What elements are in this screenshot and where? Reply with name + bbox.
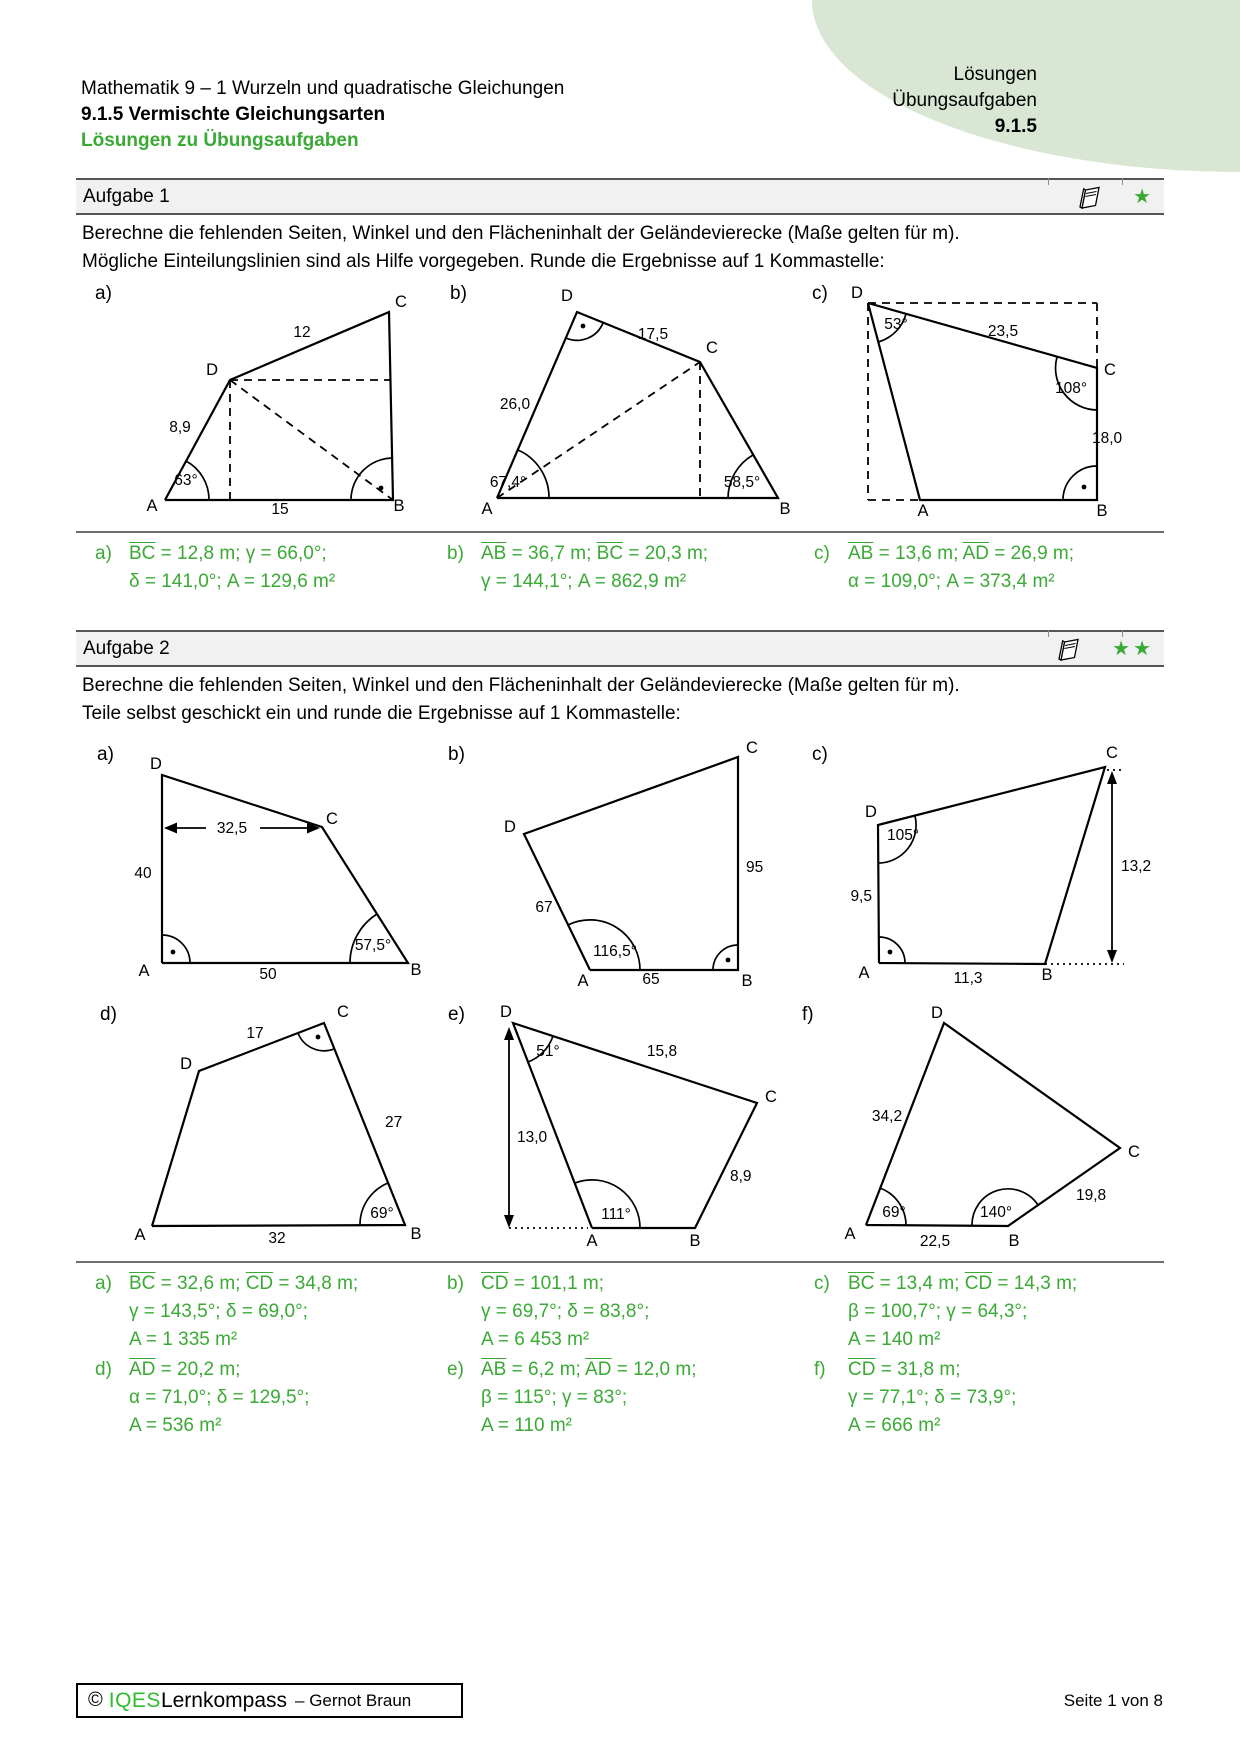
angle-label: 67,4° — [489, 474, 527, 491]
side-label: 32 — [268, 1230, 286, 1247]
solution-1a — [95, 540, 425, 596]
solution-label: f) — [814, 1359, 826, 1380]
vertex-label: D — [500, 1005, 512, 1021]
solution-line: α = 71,0°; δ = 129,5°; — [129, 1387, 310, 1408]
part-label-1b: b) — [450, 283, 467, 304]
solution-label: d) — [95, 1359, 112, 1380]
task1-intro-line2: Mögliche Einteilungslinien sind als Hilfe vorgegeben. Runde die Ergebnisse auf 1 Kommastelle: — [82, 250, 885, 272]
solution-line: A = 1 335 m² — [129, 1329, 238, 1350]
angle-label: 69° — [370, 1205, 394, 1222]
lernkompass-logo: Lernkompass — [160, 1688, 287, 1712]
helper-lines — [230, 380, 393, 500]
solution-2e — [447, 1356, 787, 1440]
vertex-label: B — [741, 972, 753, 990]
solution-line: $\overline{AB} = 13,6$ m; $\overline{AD} = 26,9$ m; — [848, 543, 1075, 564]
vertex-label: A — [134, 1226, 146, 1244]
vertex-label: A — [917, 502, 929, 520]
height-label: 13,2 — [1121, 858, 1152, 875]
solution-line: β = 115°; γ = 83°; — [481, 1387, 628, 1408]
height-label: 13,0 — [517, 1129, 548, 1146]
solution-2b — [447, 1270, 787, 1354]
side-label: 8,9 — [730, 1168, 752, 1185]
subtitle-solutions: Lösungen zu Übungsaufgaben — [81, 130, 359, 151]
side-label: 15,8 — [646, 1043, 678, 1060]
header-right-line1: Lösungen — [953, 64, 1037, 85]
solution-line: $\overline{BC} = 12,8$ m; γ = 66,0°; — [129, 543, 327, 564]
side-label: 95 — [746, 859, 764, 876]
vertex-label: D — [931, 1005, 943, 1022]
vertex-label: B — [1041, 966, 1053, 984]
vertex-label: D — [206, 361, 218, 379]
vertex-label: C — [765, 1088, 777, 1106]
header-right-chapter-number: 9.1.5 — [994, 116, 1037, 137]
chapter-title: 9.1.5 Vermischte Gleichungsarten — [81, 104, 386, 125]
vertex-label: C — [337, 1005, 349, 1021]
solution-label: a) — [95, 1273, 112, 1294]
iqes-logo: IQES — [108, 1688, 161, 1712]
vertex-label: A — [481, 500, 493, 518]
difficulty-stars: ★★ — [1112, 638, 1154, 660]
side-label: 17 — [246, 1025, 264, 1042]
solution-line: β = 100,7°; γ = 64,3°; — [848, 1301, 1028, 1322]
solution-line: γ = 144,1°; A = 862,9 m² — [481, 571, 687, 592]
vertex-label: A — [844, 1225, 856, 1243]
diagram-task2-e — [440, 1005, 790, 1255]
diagram-task1-b — [440, 285, 800, 520]
angle-arcs — [878, 314, 1097, 500]
solution-line: δ = 141,0°; A = 129,6 m² — [129, 571, 336, 592]
solution-line: A = 6 453 m² — [481, 1329, 590, 1350]
task1-intro — [82, 220, 1142, 275]
quad-edges — [524, 757, 738, 970]
page-number: Seite 1 von 8 — [1063, 1691, 1163, 1710]
vertex-label: D — [504, 818, 516, 836]
task2-header-bar — [76, 630, 1164, 667]
solution-line: A = 110 m² — [481, 1415, 573, 1436]
solution-label: b) — [447, 543, 464, 564]
angle-label: 58,5° — [723, 474, 761, 491]
task1-title: Aufgabe 1 — [83, 185, 170, 207]
solution-2a — [95, 1270, 430, 1354]
header-right — [892, 62, 1037, 140]
side-label: 67 — [535, 899, 553, 916]
vertex-label: C — [1106, 744, 1118, 762]
solution-1b — [447, 540, 787, 596]
footer-logo-box — [76, 1683, 463, 1718]
task2-intro-line2: Teile selbst geschickt ein und runde die Ergebnisse auf 1 Kommastelle: — [82, 702, 681, 724]
diagram-task2-d — [80, 1005, 430, 1255]
side-label: 23,5 — [987, 323, 1019, 340]
angle-label: 53° — [884, 316, 908, 333]
vertex-label: A — [858, 964, 870, 982]
solution-1c — [814, 540, 1164, 596]
angle-arcs — [162, 914, 377, 963]
vertex-label: D — [180, 1055, 192, 1073]
solution-line: α = 109,0°; A = 373,4 m² — [848, 571, 1055, 592]
task2-intro-line1: Berechne die fehlenden Seiten, Winkel und den Flächeninhalt der Geländevierecke (Maße gelten für m). — [82, 675, 960, 696]
part-label-2a: a) — [97, 744, 114, 765]
angle-label: 57,5° — [354, 937, 392, 954]
part-label-1a: a) — [95, 283, 112, 304]
vertex-label: C — [746, 740, 758, 757]
solution-label: b) — [447, 1273, 464, 1294]
vertex-label: D — [865, 803, 877, 821]
header-right-line2: Übungsaufgaben — [892, 90, 1037, 111]
vertex-label: A — [138, 962, 150, 980]
book-icon — [1054, 635, 1082, 663]
task1-header-bar — [76, 178, 1164, 215]
solution-label: c) — [814, 1273, 830, 1294]
side-label: 11,3 — [953, 970, 983, 987]
solution-line: $\overline{BC} = 32,6$ m; $\overline{CD} = 34,8$ m; — [129, 1273, 359, 1294]
side-label: 27 — [385, 1114, 403, 1131]
solution-line: A = 140 m² — [848, 1329, 941, 1350]
solution-line: γ = 77,1°; δ = 73,9°; — [848, 1387, 1017, 1408]
angle-label: 69° — [882, 1204, 906, 1221]
vertex-label: B — [410, 1225, 422, 1243]
solution-2c — [814, 1270, 1164, 1354]
difficulty-stars: ★ — [1133, 186, 1154, 208]
side-label: 26,0 — [499, 396, 531, 413]
vertex-label: B — [1008, 1232, 1020, 1250]
angle-label: 116,5° — [593, 943, 637, 960]
header-left — [81, 76, 564, 154]
solution-label: a) — [95, 543, 112, 564]
part-label-2e: e) — [448, 1004, 465, 1025]
side-label: 34,2 — [871, 1108, 903, 1125]
vertex-label: B — [1096, 502, 1108, 520]
part-label-2c: c) — [812, 744, 828, 765]
diagram-task2-c — [790, 740, 1160, 990]
vertex-label: B — [779, 500, 791, 518]
diagram-task1-c — [790, 285, 1165, 525]
vertex-label: C — [706, 339, 718, 357]
solution-line: $\overline{AD} = 20,2$ m; — [129, 1359, 241, 1380]
angle-label: 108° — [1054, 380, 1088, 397]
vertex-label: B — [393, 497, 405, 515]
solution-line: A = 666 m² — [848, 1415, 941, 1436]
solution-label: e) — [447, 1359, 464, 1380]
diagram-task2-a — [80, 745, 430, 990]
span-label: 32,5 — [216, 820, 248, 837]
vertex-label: C — [1128, 1143, 1140, 1161]
angle-label: 51° — [536, 1043, 560, 1060]
angle-label: 105° — [886, 827, 920, 844]
vertex-label: A — [146, 497, 158, 515]
vertex-label: D — [150, 755, 162, 773]
diagram-task2-f — [790, 1005, 1160, 1255]
side-label: 8,9 — [169, 419, 191, 436]
vertex-label: A — [586, 1232, 598, 1250]
solution-2d — [95, 1356, 430, 1440]
side-label: 22,5 — [919, 1233, 951, 1250]
angle-label: 140° — [979, 1204, 1013, 1221]
side-label: 9,5 — [850, 888, 872, 905]
side-label: 65 — [642, 971, 660, 988]
divider — [76, 531, 1164, 533]
diagram-task2-b — [440, 740, 790, 995]
height-arrow — [1107, 771, 1117, 963]
vertex-label: B — [689, 1232, 701, 1250]
course-title: Mathematik 9 – 1 Wurzeln und quadratische Gleichungen — [81, 78, 565, 99]
book-icon — [1075, 183, 1103, 211]
task1-intro-line1: Berechne die fehlenden Seiten, Winkel und den Flächeninhalt der Geländevierecke (Maße gelten für m). — [82, 223, 960, 244]
divider — [76, 1261, 1164, 1263]
solution-line: $\overline{AB} = 6,2$ m; $\overline{AD} = 12,0$ m; — [481, 1359, 697, 1380]
vertex-label: C — [395, 295, 407, 311]
diagram-task1-a — [80, 295, 410, 520]
side-label: 18,0 — [1092, 430, 1123, 447]
solution-line: A = 536 m² — [129, 1415, 222, 1436]
part-label-1c: c) — [812, 283, 828, 304]
solution-line: γ = 69,7°; δ = 83,8°; — [481, 1301, 650, 1322]
vertex-label: C — [326, 810, 338, 828]
side-label: 15 — [271, 501, 289, 518]
vertex-label: D — [561, 287, 573, 305]
vertex-label: D — [851, 285, 863, 302]
vertex-label: C — [1104, 361, 1116, 379]
helper-lines — [497, 362, 700, 498]
side-label: 12 — [293, 324, 311, 341]
side-label: 40 — [134, 865, 152, 882]
side-label: 19,8 — [1076, 1187, 1107, 1204]
quad-edges — [878, 767, 1105, 964]
vertex-label: A — [577, 972, 589, 990]
side-label: 50 — [259, 966, 277, 983]
vertex-label: B — [410, 961, 422, 979]
solution-line: $\overline{CD} = 31,8$ m; — [848, 1359, 961, 1380]
author-name: – Gernot Braun — [295, 1690, 412, 1710]
angle-label: 111° — [601, 1206, 631, 1223]
solution-2f — [814, 1356, 1164, 1440]
side-label: 17,5 — [637, 326, 669, 343]
angle-arcs — [298, 1033, 388, 1225]
task2-title: Aufgabe 2 — [83, 637, 170, 659]
solution-line: $\overline{AB} = 36,7$ m; $\overline{BC} = 20,3$ m; — [481, 543, 709, 564]
solution-line: $\overline{BC} = 13,4$ m; $\overline{CD} = 14,3$ m; — [848, 1273, 1078, 1294]
angle-label: 63° — [174, 472, 198, 489]
part-label-2f: f) — [802, 1004, 814, 1025]
solution-line: γ = 143,5°; δ = 69,0°; — [129, 1301, 308, 1322]
part-label-2b: b) — [448, 744, 465, 765]
height-arrow — [504, 1027, 514, 1228]
quad-edges — [152, 1023, 405, 1226]
solution-label: c) — [814, 543, 830, 564]
part-label-2d: d) — [100, 1004, 117, 1025]
quad-edges — [162, 775, 408, 963]
copyright-icon: © — [88, 1689, 103, 1711]
task2-intro — [82, 672, 1142, 727]
angle-arcs — [186, 458, 392, 500]
solution-line: $\overline{CD} = 101,1$ m; — [481, 1273, 605, 1294]
